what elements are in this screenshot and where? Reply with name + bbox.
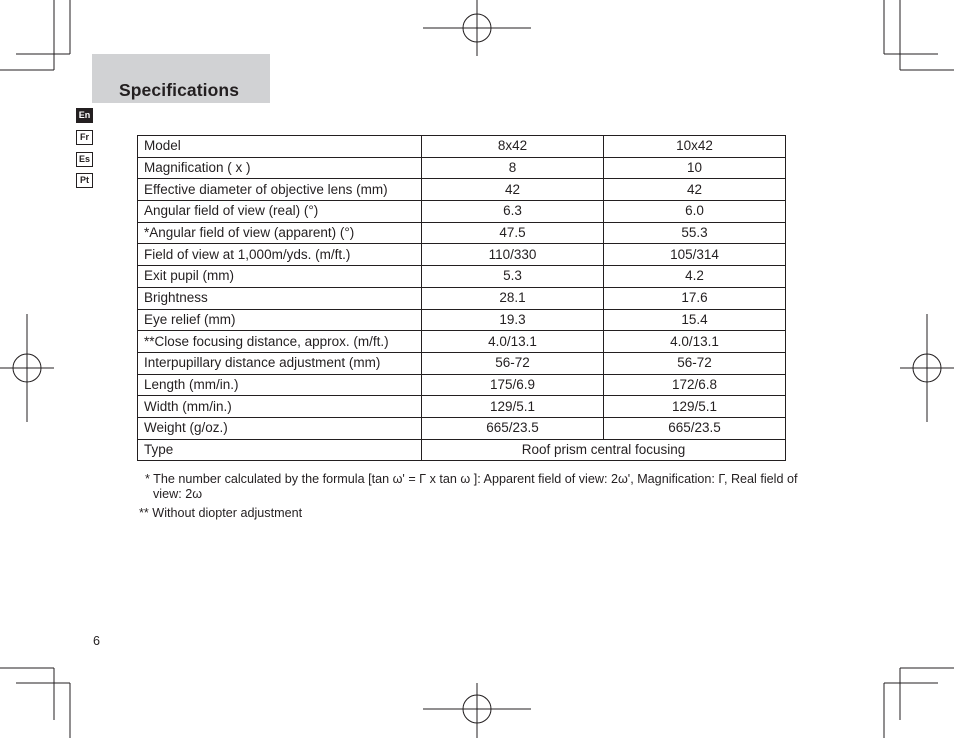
row-label: Angular field of view (real) (°) xyxy=(138,201,422,223)
table-row xyxy=(138,222,786,244)
registration-mark-right xyxy=(900,314,954,422)
row-label: Exit pupil (mm) xyxy=(138,266,422,288)
table-row xyxy=(138,352,786,374)
row-label: Magnification ( x ) xyxy=(138,157,422,179)
language-tab-en[interactable]: En xyxy=(76,108,93,123)
value-8x42: 6.3 xyxy=(422,201,604,223)
footnote-diopter: ** Without diopter adjustment xyxy=(139,506,303,520)
table-row xyxy=(138,179,786,201)
row-label: **Close focusing distance, approx. (m/ft.) xyxy=(138,331,422,353)
table-row xyxy=(138,374,786,396)
value-10x42: 56-72 xyxy=(604,352,786,374)
registration-mark-top xyxy=(423,0,531,56)
row-label: *Angular field of view (apparent) (°) xyxy=(138,222,422,244)
table-row xyxy=(138,201,786,223)
language-tab-fr[interactable]: Fr xyxy=(76,130,93,145)
table-row xyxy=(138,287,786,309)
table-row xyxy=(138,396,786,418)
language-tab-es[interactable]: Es xyxy=(76,152,93,167)
table-row xyxy=(138,309,786,331)
table-row xyxy=(138,331,786,353)
value-10x42: 10x42 xyxy=(604,136,786,158)
value-8x42: 8x42 xyxy=(422,136,604,158)
value-10x42: 4.0/13.1 xyxy=(604,331,786,353)
row-label: Interpupillary distance adjustment (mm) xyxy=(138,352,422,374)
value-10x42: 10 xyxy=(604,157,786,179)
row-label: Width (mm/in.) xyxy=(138,396,422,418)
value-10x42: 6.0 xyxy=(604,201,786,223)
value-10x42: 105/314 xyxy=(604,244,786,266)
value-10x42: 55.3 xyxy=(604,222,786,244)
value-10x42: 129/5.1 xyxy=(604,396,786,418)
table-row xyxy=(138,266,786,288)
value-10x42: 15.4 xyxy=(604,309,786,331)
language-tab-pt[interactable]: Pt xyxy=(76,173,93,188)
value-8x42: 28.1 xyxy=(422,287,604,309)
row-label: Effective diameter of objective lens (mm) xyxy=(138,179,422,201)
registration-mark-left xyxy=(0,314,54,422)
value-10x42: 17.6 xyxy=(604,287,786,309)
row-label: Brightness xyxy=(138,287,422,309)
footnote-apparent-fov: * The number calculated by the formula [tan ω' = Γ x tan ω ]: Apparent field of view: 2ω', Magnification: Γ, Real field of view: 2ω xyxy=(145,472,798,501)
value-8x42: 19.3 xyxy=(422,309,604,331)
value-8x42: 8 xyxy=(422,157,604,179)
value-8x42: 42 xyxy=(422,179,604,201)
row-label: Weight (g/oz.) xyxy=(138,417,422,439)
row-label: Field of view at 1,000m/yds. (m/ft.) xyxy=(138,244,422,266)
table-row xyxy=(138,417,786,439)
value-8x42: 4.0/13.1 xyxy=(422,331,604,353)
value-10x42: 172/6.8 xyxy=(604,374,786,396)
page-title: Specifications xyxy=(119,80,240,100)
page-number: 6 xyxy=(93,634,101,648)
value-8x42: 129/5.1 xyxy=(422,396,604,418)
value-10x42: 665/23.5 xyxy=(604,417,786,439)
row-label: Length (mm/in.) xyxy=(138,374,422,396)
table-row xyxy=(138,157,786,179)
row-label: Model xyxy=(138,136,422,158)
row-label: Type xyxy=(138,439,422,461)
value-8x42: 110/330 xyxy=(422,244,604,266)
specifications-table xyxy=(137,135,786,461)
registration-mark-bottom xyxy=(423,683,531,738)
table-row xyxy=(138,244,786,266)
value-8x42: 56-72 xyxy=(422,352,604,374)
value-8x42: 665/23.5 xyxy=(422,417,604,439)
value-10x42: 42 xyxy=(604,179,786,201)
value-8x42: 5.3 xyxy=(422,266,604,288)
value-8x42: 175/6.9 xyxy=(422,374,604,396)
table-row xyxy=(138,136,786,158)
value-10x42: 4.2 xyxy=(604,266,786,288)
row-label: Eye relief (mm) xyxy=(138,309,422,331)
table-row-type xyxy=(138,439,786,461)
type-value: Roof prism central focusing xyxy=(422,439,786,461)
value-8x42: 47.5 xyxy=(422,222,604,244)
